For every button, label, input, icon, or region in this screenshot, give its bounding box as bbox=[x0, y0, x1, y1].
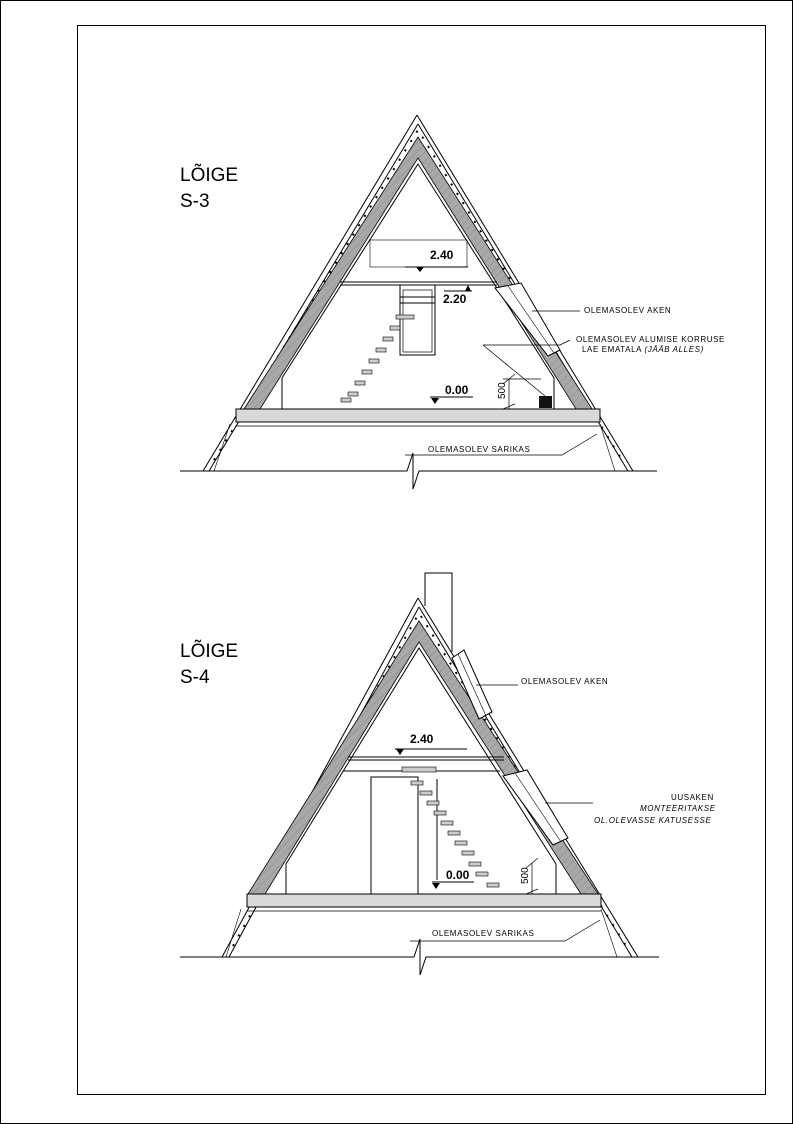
s4-label-new-window-1: UUSAKEN bbox=[671, 793, 714, 802]
s3-dimension: 500 bbox=[497, 382, 508, 399]
s3-level-top: 2.40 bbox=[430, 248, 454, 262]
section-s3-title: LÕIGE bbox=[180, 165, 239, 186]
s4-ground-line bbox=[180, 939, 659, 975]
section-s3 bbox=[180, 115, 725, 489]
s4-door-opening bbox=[371, 777, 418, 894]
s4-label-window: OLEMASOLEV AKEN bbox=[521, 677, 609, 686]
s3-level-floor-marker bbox=[431, 398, 439, 404]
s3-level-mid: 2.20 bbox=[443, 292, 467, 306]
s3-stair-opening bbox=[400, 285, 435, 355]
s4-label-new-window-3: OL.OLEVASSE KATUSESSE bbox=[594, 816, 712, 825]
s3-floor-slab bbox=[236, 409, 600, 422]
s3-existing-beam bbox=[539, 396, 552, 408]
s3-label-beam-2: LAE EMATALA (JÄÄB ALLES) bbox=[582, 345, 704, 354]
section-s4-number: S-4 bbox=[180, 667, 210, 688]
s4-label-new-window-2: MONTEERITAKSE bbox=[640, 804, 716, 813]
s3-level-mid-marker bbox=[465, 285, 471, 291]
s4-dimension: 500 bbox=[520, 867, 531, 884]
s4-level-floor: 0.00 bbox=[446, 868, 470, 882]
s4-level-top-marker bbox=[396, 749, 404, 755]
s4-floor-slab bbox=[247, 894, 601, 907]
s3-ground-line bbox=[180, 453, 657, 489]
s4-label-rafter: OLEMASOLEV SARIKAS bbox=[432, 929, 535, 938]
s3-label-rafter: OLEMASOLEV SARIKAS bbox=[428, 445, 531, 454]
s3-label-beam-1: OLEMASOLEV ALUMISE KORRUSE bbox=[576, 335, 725, 344]
section-s3-number: S-3 bbox=[180, 191, 210, 212]
section-s4-title: LÕIGE bbox=[180, 641, 239, 662]
s4-new-window bbox=[503, 770, 568, 845]
s3-label-window: OLEMASOLEV AKEN bbox=[584, 306, 672, 315]
s4-level-top: 2.40 bbox=[410, 732, 434, 746]
s3-level-top-marker bbox=[416, 267, 424, 272]
section-s4 bbox=[180, 573, 716, 975]
s3-level-floor: 0.00 bbox=[445, 383, 469, 397]
s4-level-floor-marker bbox=[432, 883, 440, 889]
